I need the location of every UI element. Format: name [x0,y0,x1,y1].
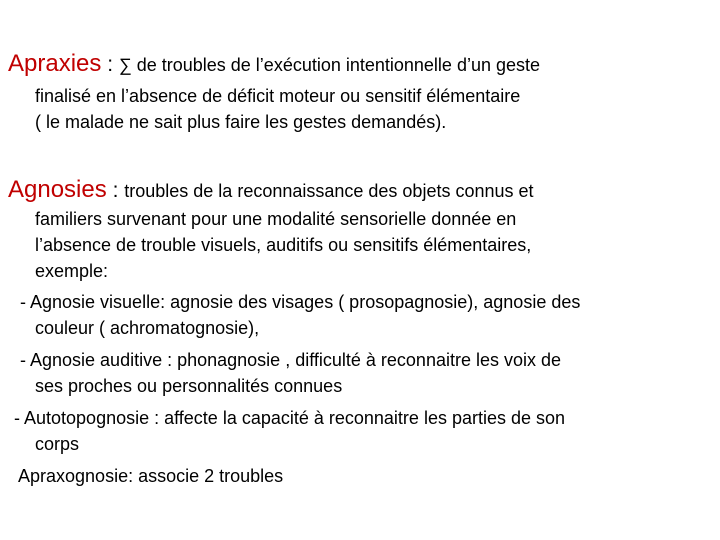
apraxies-term: Apraxies [8,50,102,77]
apraxies-heading-line [8,52,540,77]
agnosie-auditive-line: - Agnosie auditive : phonagnosie , difficulté à reconnaitre les voix de [20,350,562,370]
agnosies-heading-line [8,178,534,203]
autotopognosie-line: - Autotopognosie : affecte la capacité à reconnaitre les parties de son [14,408,566,428]
agnosies-line: l’absence de trouble visuels, auditifs ou sensitifs élémentaires, [35,235,532,255]
agnosies-line: corps [35,434,80,454]
agnosies-line: exemple: [35,261,109,281]
apraxies-line: ( le malade ne sait plus faire les gestes demandés). [35,112,447,132]
agnosies-first-line: troubles de la reconnaissance des objets connus et [124,181,534,201]
apraxognosie-line: Apraxognosie: associe 2 troubles [18,466,284,486]
agnosies-line: couleur ( achromatognosie), [35,318,260,338]
apraxies-first-line: ∑ de troubles de l’exécution intentionnelle d’un geste [118,55,541,75]
apraxies-separator: : [101,53,119,76]
agnosies-line: ses proches ou personnalités connues [35,376,343,396]
apraxies-line: finalisé en l’absence de déficit moteur ou sensitif élémentaire [35,86,521,106]
agnosie-visuelle-line: - Agnosie visuelle: agnosie des visages ( prosopagnosie), agnosie des [20,292,581,312]
agnosies-line: familiers survenant pour une modalité sensorielle donnée en [35,209,517,229]
agnosies-term: Agnosies [8,176,107,203]
agnosies-separator: : [106,179,125,202]
